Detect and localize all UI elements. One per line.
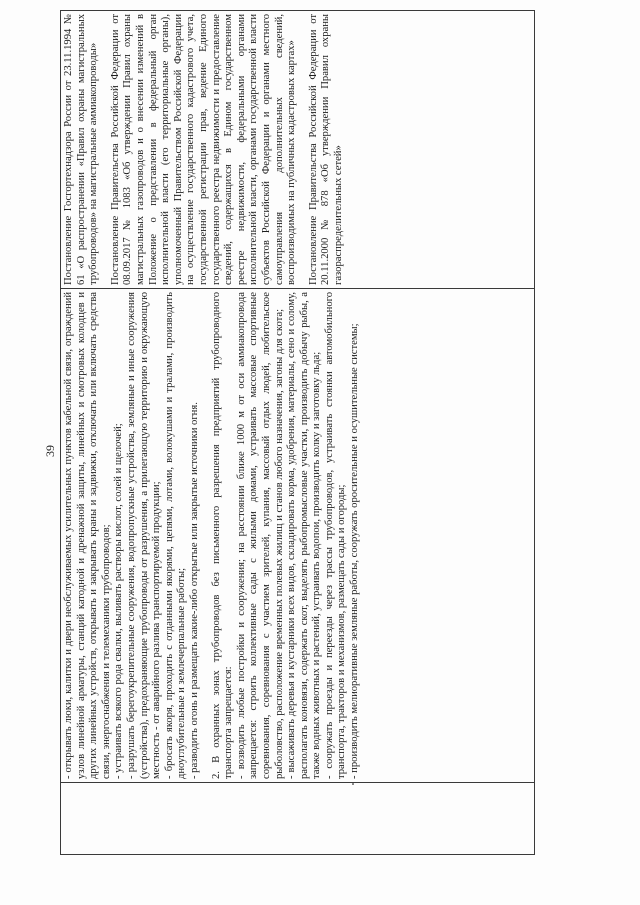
paragraph-spacer [202, 292, 211, 779]
row-number-cell [61, 783, 535, 855]
legal-source: Постановление Правительства Российской Федерации от 20.11.2000 № 878 «Об утверждении Правил охраны газораспределительных сетей» [307, 14, 344, 285]
table-row [61, 11, 535, 855]
scan-speck [352, 783, 354, 785]
paragraph-spacer [299, 14, 308, 285]
legal-sources-cell [61, 11, 535, 289]
restriction-item: - устраивать всякого рода свалки, выливать растворы кислот, солей и щелочей; [113, 423, 125, 779]
restriction-item: - разводить огонь и размещать какие-либо открытые или закрытые источники огня. [188, 402, 200, 779]
page-number: 39 [43, 445, 57, 457]
legal-source: Постановление Правительства Российской Федерации от 08.09.2017 № 1083 «Об утверждении Правил охраны магистральных газопроводов и о внесении изменений в Положение о представлении в федеральный орган исполнительной власти (его территориальные органы), уполномоченный Правительством Российской Федерации на осуществление государственного кадастрового учета, государственной регистрации прав, ведение Единого государственного реестра недвижимости и предоставление сведений, содержащихся в Едином государственном реестре недвижимости, федеральными органами исполнительной власти, органами государственной власти субъектов Российской Федерации и органами местного самоуправления дополнительных сведений, воспроизводимых на публичных кадастровых картах» [109, 14, 298, 285]
restriction-item: - производить мелиоративные земляные работы, сооружать оросительные и осушительные системы; [349, 323, 361, 779]
rotated-content [43, 14, 535, 855]
restriction-item: - разрушать берегоукрепительные сооружения, водопропускные устройства, земляные и иные сооружения (устройства), предохраняющие трубопроводы от разрушения, а прилегающую территорию и окружающую местность - от аварийного разлива транспортируемой продукции; [125, 292, 163, 779]
restriction-item: - возводить любые постройки и сооружения; на расстоянии ближе 1000 м от оси аммиакопровода запрещается: строить коллективные сады с жилыми домами, устраивать массовые спортивные соревнования, соревнования с участием зрителей, купания, массовый отдых людей, любительское рыболовство, расположение временных полевых жилищ и станов любого назначения, загоны для скота; [235, 292, 285, 779]
restriction-item: - открывать люки, калитки и двери необслуживаемых усилительных пунктов кабельной связи, ограждений узлов линейной арматуры, станций катодной и дренажной защиты, линейных и смотровых колодцев и других линейных устройств, открывать и закрывать краны и задвижки, отключать или включать средства связи, энергоснабжения и телемеханики трубопроводов; [63, 292, 112, 779]
restrictions-cell [61, 289, 535, 783]
restriction-item: - бросать якоря, проходить с отданными якорями, цепями, лотами, волокушами и тралами, производить дноуглубительные и землечерпальные работы; [163, 292, 188, 779]
restriction-item: - высаживать деревья и кустарники всех видов, складировать корма, удобрения, материалы, сено и солому, располагать коновязи, содержать скот, выделять рыбопромысловые участки, производить добычу рыбы, а также водных животных и растений, устраивать водопои, производить колку и заготовку льда; [286, 292, 323, 779]
legal-source: Постановление Госгортехнадзора России от 23.11.1994 № 61 «О распространении «Правил охраны магистральных трубопроводов» на магистральные аммиакопроводы» [63, 14, 100, 285]
restriction-item: - сооружать проезды и переезды через трассы трубопроводов, устраивать стоянки автомобильного транспорта, тракторов и механизмов, размещать сады и огороды; [323, 292, 348, 779]
paragraph-spacer [101, 14, 110, 285]
regulation-table [60, 10, 535, 855]
section-heading: 2. В охранных зонах трубопроводов без письменного разрешения предприятий трубопроводного транспорта запрещается: [210, 292, 235, 779]
